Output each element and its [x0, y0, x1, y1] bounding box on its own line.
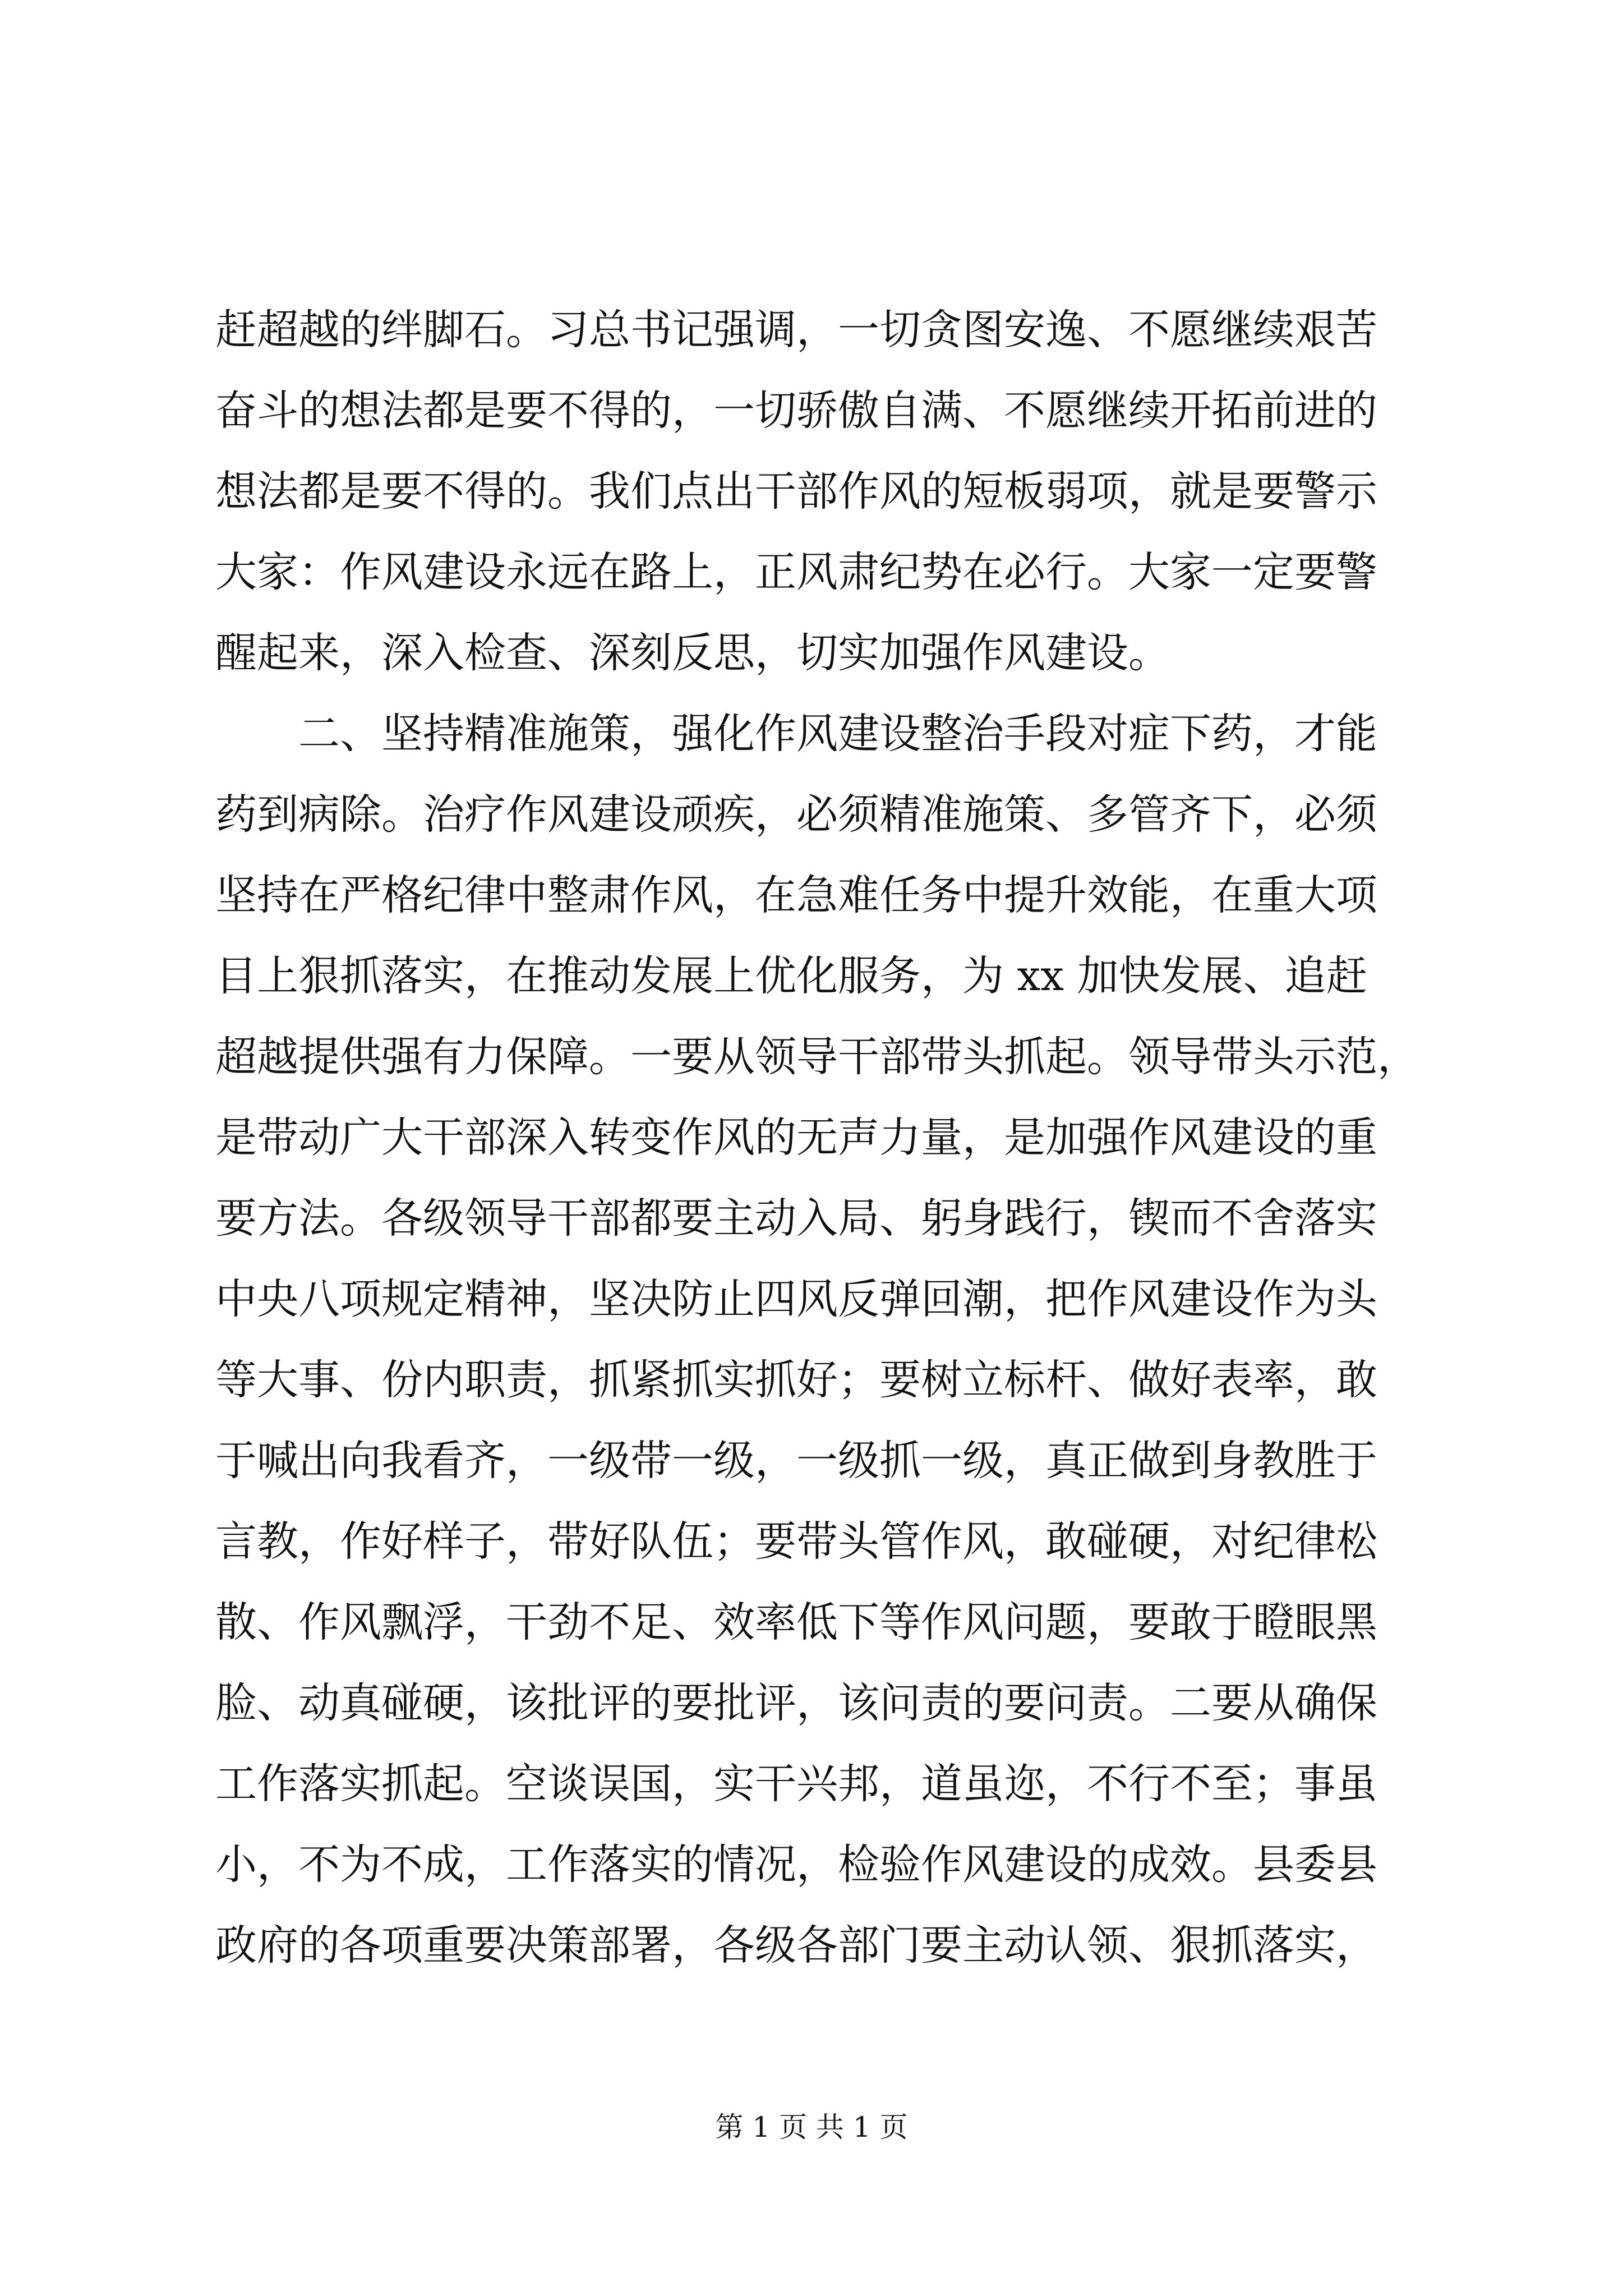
- section-heading-line: 二、坚持精准施策，强化作风建设整治手段对症下药，才能: [215, 710, 1377, 758]
- text-line: 等大事、份内职责，抓紧抓实抓好；要树立标杆、做好表率，敢: [215, 1356, 1377, 1404]
- body-text: [215, 289, 1419, 1986]
- text-line: 超越提供强有力保障。一要从领导干部带头抓起。领导带头示范，: [215, 1033, 1419, 1081]
- text-line: 散、作风飘浮，干劲不足、效率低下等作风问题，要敢于瞪眼黑: [215, 1598, 1377, 1646]
- text-line: 坚持在严格纪律中整肃作风，在急难任务中提升效能，在重大项: [215, 871, 1377, 919]
- text-line: 目上狠抓落实，在推动发展上优化服务，为 xx 加快发展、追赶: [215, 952, 1368, 1000]
- text-line: 是带动广大干部深入转变作风的无声力量，是加强作风建设的重: [215, 1114, 1377, 1162]
- text-line: 赶超越的绊脚石。习总书记强调，一切贪图安逸、不愿继续艰苦: [215, 306, 1377, 354]
- text-line: 中央八项规定精神，坚决防止四风反弹回潮，把作风建设作为头: [215, 1275, 1377, 1323]
- text-line: 于喊出向我看齐，一级带一级，一级抓一级，真正做到身教胜于: [215, 1437, 1377, 1485]
- text-line: 大家：作风建设永远在路上，正风肃纪势在必行。大家一定要警: [215, 548, 1377, 596]
- text-line: 言教，作好样子，带好队伍；要带头管作风，敢碰硬，对纪律松: [215, 1517, 1377, 1566]
- text-line: 想法都是要不得的。我们点出干部作风的短板弱项，就是要警示: [215, 467, 1377, 516]
- text-line: 脸、动真碰硬，该批评的要批评，该问责的要问责。二要从确保: [215, 1679, 1377, 1727]
- text-line: 醒起来，深入检查、深刻反思，切实加强作风建设。: [215, 629, 1170, 677]
- text-line: 工作落实抓起。空谈误国，实干兴邦，道虽迩，不行不至；事虽: [215, 1760, 1377, 1808]
- text-line: 要方法。各级领导干部都要主动入局、躬身践行，锲而不舍落实: [215, 1194, 1377, 1243]
- text-line: 奋斗的想法都是要不得的，一切骄傲自满、不愿继续开拓前进的: [215, 386, 1377, 435]
- text-line: 药到病除。治疗作风建设顽疾，必须精准施策、多管齐下，必须: [215, 790, 1377, 839]
- text-line: 政府的各项重要决策部署，各级各部门要主动认领、狠抓落实，: [215, 1921, 1377, 1970]
- text-line: 小，不为不成，工作落实的情况，检验作风建设的成效。县委县: [215, 1841, 1377, 1889]
- page-number-footer: 第 1 页 共 1 页: [715, 2111, 908, 2143]
